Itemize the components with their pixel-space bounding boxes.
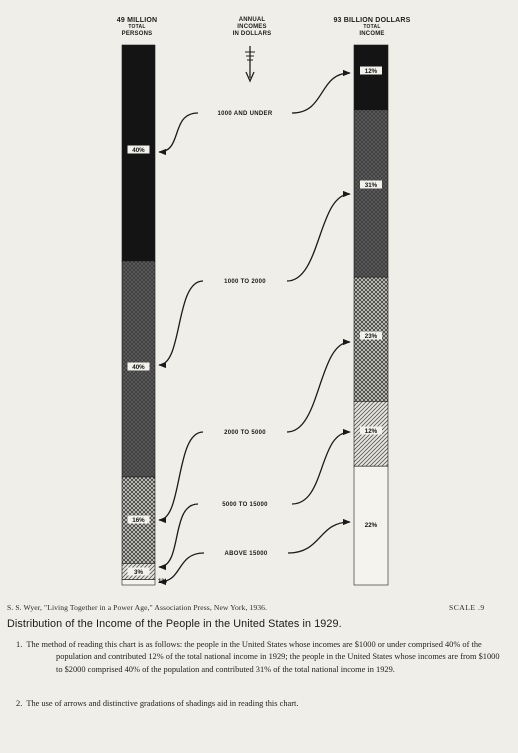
income-percent-label-3: 23% [364,333,378,340]
arrow-left-2 [159,281,203,365]
note-2-text: The use of arrows and distinctive gradations of shadings aid in reading this chart. [26,699,299,708]
scale-label: SCALE .9 [449,603,485,612]
persons-percent-label-5: 1% [158,578,167,585]
income-percent-label-1: 12% [364,68,378,75]
arrow-right-3 [287,342,350,432]
left-heading-line3: PERSONS [121,31,153,37]
middle-heading-line1: ANNUAL [238,17,266,23]
income-bracket-label-2: 1000 TO 2000 [224,279,266,285]
right-heading-line3: INCOME [359,31,385,37]
arrow-right-2 [287,194,350,281]
left-heading-line1: 49 MILLION [116,17,158,24]
note-1-number: 1. [16,640,23,649]
persons-percent-label-2: 40% [132,364,145,371]
arrow-left-3 [159,432,203,520]
down-arrow-icon [245,46,255,81]
income-segment-1 [354,45,388,110]
income-bracket-label-4: 5000 TO 15000 [222,502,268,508]
left-bar-heading [105,17,169,38]
arrow-right-5 [288,522,350,553]
note-2 [7,698,507,710]
right-bar-heading [330,17,414,38]
right-heading-line2: TOTAL [363,24,381,30]
income-percent-label-2: 31% [364,182,378,189]
arrow-right-4 [292,432,350,504]
arrow-left-4 [159,504,198,567]
persons-percent-label-1: 40% [132,147,145,154]
middle-heading [222,17,282,38]
persons-segment-5 [122,580,155,585]
income-bracket-label-1: 1000 AND UNDER [217,111,273,117]
income-percent-label-5: 22% [364,522,378,529]
right-heading-line1: 93 BILLION DOLLARS [333,17,411,24]
middle-heading-line2: INCOMES [237,24,267,30]
arrow-right-1 [292,73,350,113]
persons-percent-label-3: 16% [132,517,145,524]
persons-percent-label-4: 3% [134,569,143,576]
income-percent-label-4: 12% [364,428,378,435]
source-citation: S. S. Wyer, "Living Together in a Power Age," Association Press, New York, 1936. [7,603,268,612]
income-bracket-label-5: ABOVE 15000 [224,551,268,557]
note-1-text: The method of reading this chart is as follows: the people in the United States whose incomes are $1000 or under comprised 40% of the population and contributed 12% of the total national income in 1929; the people in the United States whose incomes are from $1000 to $2000 comprised 40% of the population and contributed 31% of the total national income in 1929. [26,640,500,674]
income-bracket-label-3: 2000 TO 5000 [224,430,266,436]
arrow-left-1 [159,113,198,152]
middle-heading-line3: IN DOLLARS [232,31,272,37]
note-1 [7,639,507,676]
left-heading-line2: TOTAL [128,24,146,30]
note-2-number: 2. [16,699,23,708]
income-segment-2 [354,110,388,277]
chart-title: Distribution of the Income of the People in the United States in 1929. [7,618,342,630]
